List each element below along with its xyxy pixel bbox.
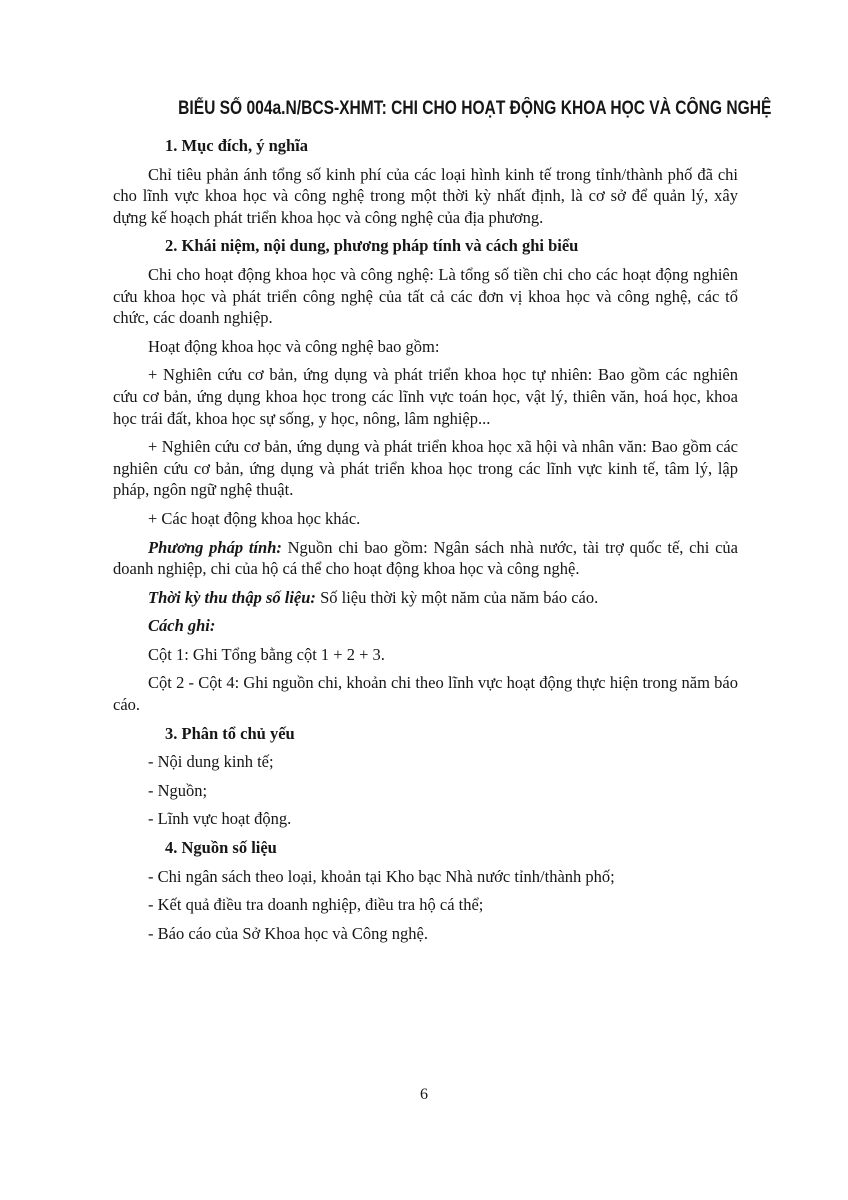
- section-heading-1: 1. Mục đích, ý nghĩa: [165, 136, 309, 155]
- paragraph-text: Số liệu thời kỳ một năm của năm báo cáo.: [315, 587, 599, 607]
- paragraph: Cột 1: Ghi Tổng bằng cột 1 + 2 + 3.: [148, 644, 385, 664]
- paragraph: + Nghiên cứu cơ bản, ứng dụng và phát triển khoa học tự nhiên: Bao gồm các nghiên cứu cơ bản, ứng dụng khoa học trong các lĩnh vực toán học, vật lý, thiên văn, hoá học, khoa học trái đất, khoa học sự sống, y học, nông, lâm nghiệp...: [113, 365, 738, 428]
- paragraph: Chi cho hoạt động khoa học và công nghệ: Là tổng số tiền chi cho các hoạt động nghiên cứu khoa học và phát triển công nghệ của tất cả các đơn vị khoa học và công nghệ, các tổ chức, các doanh nghiệp.: [113, 264, 738, 328]
- list-item: - Nội dung kinh tế;: [148, 752, 274, 772]
- section-heading-3: 3. Phân tổ chủ yếu: [165, 723, 295, 743]
- list-item: - Chi ngân sách theo loại, khoản tại Kho bạc Nhà nước tỉnh/thành phố;: [148, 866, 615, 886]
- paragraph: Chỉ tiêu phản ánh tổng số kinh phí của các loại hình kinh tế trong tỉnh/thành phố đã chi cho lĩnh vực khoa học và công nghệ trong một thời kỳ nhất định, là cơ sở để quản lý, xây dựng kế hoạch phát triển khoa học và công nghệ của địa phương.: [113, 164, 738, 227]
- section-heading-4: 4. Nguồn số liệu: [165, 838, 277, 858]
- paragraph-lead-label: Phương pháp tính:: [148, 537, 282, 557]
- paragraph: + Nghiên cứu cơ bản, ứng dụng và phát triển khoa học xã hội và nhân văn: Bao gồm các nghiên cứu cơ bản, ứng dụng và phát triển khoa học trong các lĩnh vực kinh tế, tâm lý, lập pháp, ngôn ngữ nghệ thuật.: [113, 437, 738, 500]
- document-body: [113, 97, 772, 951]
- document-title: [113, 97, 772, 122]
- page-number: 6: [420, 1086, 428, 1103]
- paragraph-lead-label: Cách ghi:: [148, 616, 216, 636]
- paragraph: Hoạt động khoa học và công nghệ bao gồm:: [148, 336, 440, 356]
- section-heading-2: 2. Khái niệm, nội dung, phương pháp tính và cách ghi biểu: [165, 236, 579, 256]
- paragraph-lead-label: Thời kỳ thu thập số liệu:: [148, 587, 316, 607]
- paragraph-method: [113, 537, 738, 580]
- list-item: - Báo cáo của Sở Khoa học và Công nghệ.: [148, 923, 428, 943]
- list-item: - Lĩnh vực hoạt động.: [148, 809, 292, 829]
- paragraph-period: [113, 587, 738, 609]
- document-title-text: BIỂU SỐ 004a.N/BCS-XHMT: CHI CHO HOẠT ĐỘNG KHOA HỌC VÀ CÔNG NGHỆ: [178, 98, 772, 119]
- paragraph-howto: [113, 615, 738, 637]
- paragraph-text: Nguồn chi bao gồm: Ngân sách nhà nước, tài trợ quốc tế, chi của doanh nghiệp, chi của hộ cá thể cho hoạt động khoa học và công nghệ.: [113, 537, 738, 579]
- paragraph: Cột 2 - Cột 4: Ghi nguồn chi, khoản chi theo lĩnh vực hoạt động thực hiện trong năm báo cáo.: [113, 673, 738, 715]
- paragraph: + Các hoạt động khoa học khác.: [148, 508, 361, 528]
- list-item: - Nguồn;: [148, 780, 208, 800]
- list-item: - Kết quả điều tra doanh nghiệp, điều tra hộ cá thể;: [148, 895, 484, 915]
